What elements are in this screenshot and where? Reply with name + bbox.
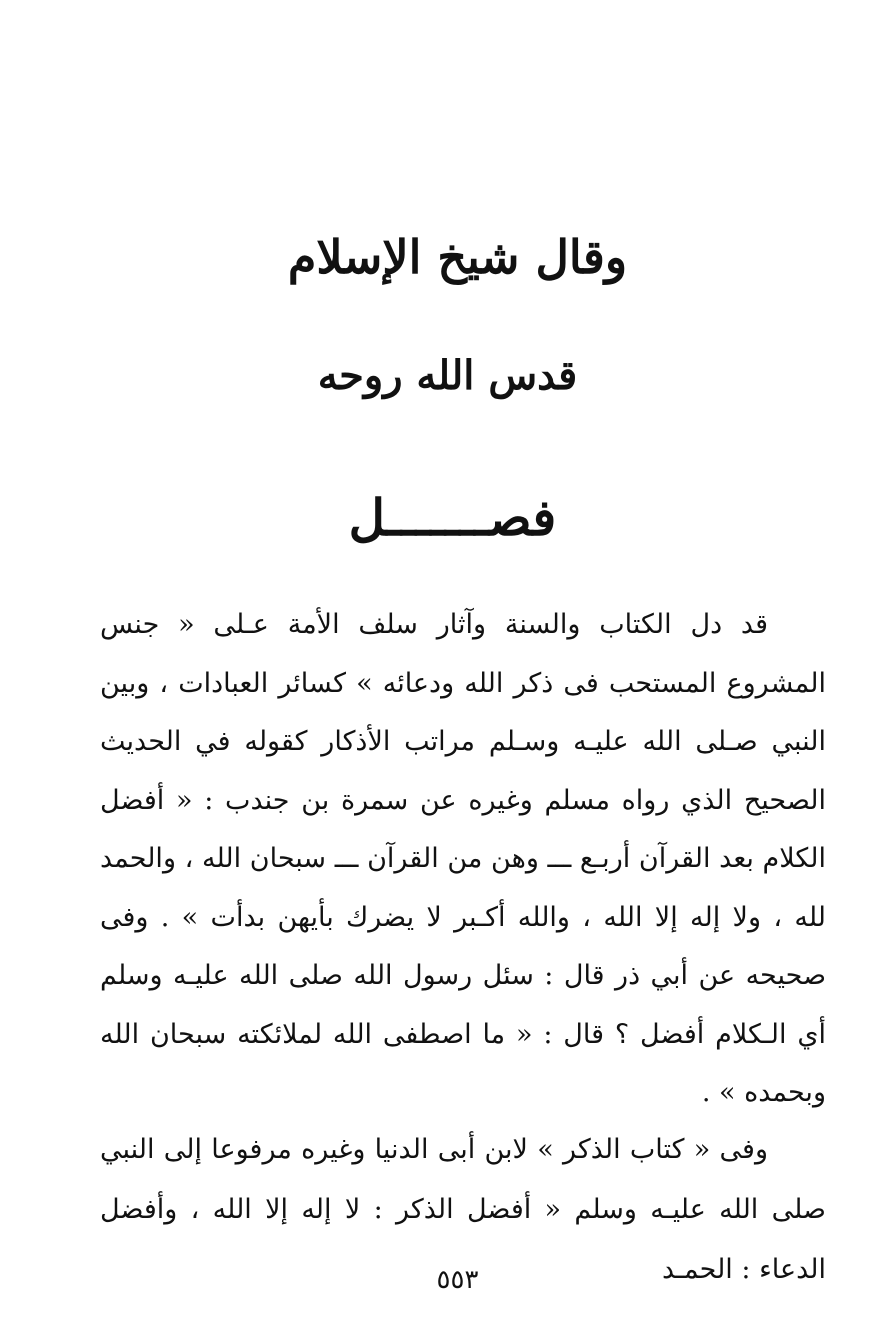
body-paragraph-1: قد دل الكتاب والسنة وآثار سلف الأمة عـلى « جنس المشروع المستحب فى ذكر الله ودعائه » كسائر العبادات ، وبين النبي صـلى الله عليـه وسـلم مراتب الأذكار كقوله في الحديث الصحيح الذي رواه مسلم وغيره عن سمرة بن جندب : « أفضل الكلام بعد القرآن أربـع ـــ وهن من القرآن ـــ سبحان الله ، والحمد لله ، ولا إله إلا الله ، والله أكـبر لا يضرك بأيهن بدأت » . وفى صحيحه عن أبي ذر قال : سئل رسول الله صلى الله عليـه وسلم أي الـكلام أفضل ؟ قال : « ما اصطفى الله لملائكته سبحان الله وبحمده » . [100,609,826,1108]
section-title: فصـــــــل [348,488,557,547]
chapter-subheading: قدس الله روحه [317,352,578,399]
page-number: ٥٥٣ [436,1265,479,1295]
chapter-heading: وقال شيخ الإسلام [287,230,628,284]
body-paragraph-2: وفى « كتاب الذكر » لابن أبى الدنيا وغيره مرفوعا إلى النبي صلى الله عليـه وسلم « أفضل الذكر : لا إله إلا الله ، وأفضل الدعاء : الحمـد [100,1134,826,1285]
